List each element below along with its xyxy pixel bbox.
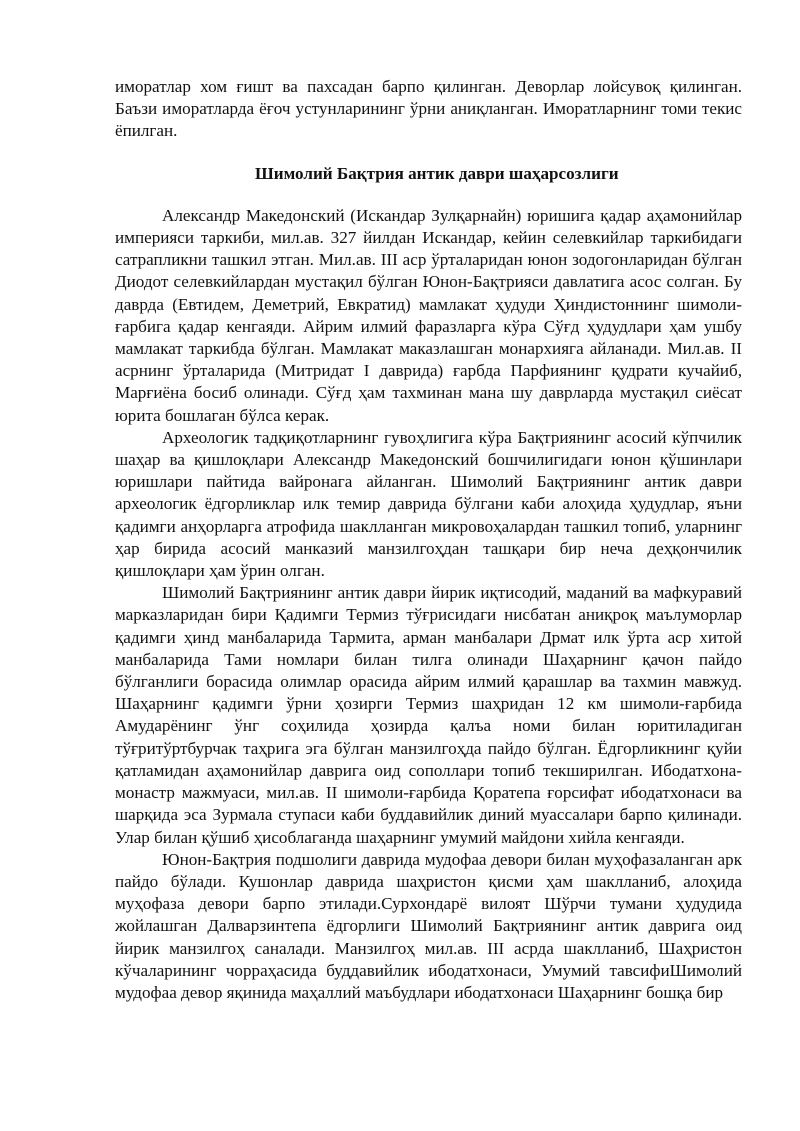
body-paragraph: Александр Македонский (Искандар Зулқарнайн) юришига қадар аҳамонийлар империяси таркиби, мил.ав. 327 йилдан Искандар, кейин селевкийлар таркибидаги сатрапликни ташкил этган. Мил.ав. III аср ўрталаридан юнон зодогонларидан бўлган Диодот селевкийлардан мустақил бўлган Юнон-Бақтрияси давлатига асос солган. Бу даврда (Евтидем, Деметрий, Евкратид) мамлакат ҳудуди Ҳиндистоннинг шимоли-ғарбига қадар кенгаяди. Айрим илмий фаразларга кўра Сўғд ҳудудлари ҳам ушбу мамлакат таркибда бўлган. Мамлакат маказлашган монархияга айланади. Мил.ав. II асрнинг ўрталарида (Митридат I даврида) ғарбда Парфиянинг қудрати кучайиб, Марғиёна босиб олинади. Сўғд ҳам тахминан мана шу даврларда мустақил сиёсат юрита бошлаган бўлса керак. [115,205,742,425]
body-paragraph: Археологик тадқиқотларнинг гувоҳлигига кўра Бақтриянинг асосий кўпчилик шаҳар ва қишлоқлари Александр Македонский бошчилигидаги юнон қўшинлари юришлари пайтида вайронага айланган. Шимолий Бақтриянинг антик даври археологик ёдгорликлар илк темир даврида бўлгани каби алоҳида ҳудудлар, яъни қадимги анҳорларга атрофида шаклланган микровоҳалардан ташкил топиб, уларнинг ҳар бирида асосий манказий манзилгоҳдан ташқари бир неча деҳқончилик қишлоқлари ҳам ўрин олган. [115,427,742,581]
body-paragraph: Юнон-Бақтрия подшолиги даврида мудофаа девори билан муҳофазаланган арк пайдо бўлади. Кушонлар даврида шаҳристон қисми ҳам шаклланиб, алоҳида муҳофаза девори барпо этилади.Сурхондарё вилоят Шўрчи тумани ҳудудида жойлашган Далварзинтепа ёдгорлиги Шимолий Бақтриянинг антик даврига оид йирик манзилгоҳ саналади. Манзилгоҳ мил.ав. III асрда шаклланиб, Шаҳристон кўчаларининг чорраҳасида буддавийлик ибодатхонаси, Умумий тавсифиШимолий мудофаа девор яқинида маҳаллий маъбудлари ибодатхонаси Шаҳарнинг бошқа бир [115,849,742,1002]
body-paragraph: Шимолий Бақтриянинг антик даври йирик иқтисодий, маданий ва мафкуравий марказларидан бири Қадимги Термиз тўғрисидаги нисбатан аниқроқ маълуморлар қадимги ҳинд манбаларида Тармита, арман манбалари Дрмат илк ўрта аср хитой манбаларида Тами номлари билан тилга олинади Шаҳарнинг қачон пайдо бўлганлиги борасида олимлар орасида айрим илмий қарашлар ва тахмин мавжуд. Шаҳарнинг қадимги ўрни ҳозирги Термиз шаҳридан 12 км шимоли-ғарбида Амударёнинг ўнг соҳилида ҳозирда қалъа номи билан юритиладиган тўғритўртбурчак таҳрига эга бўлган манзилгоҳда пайдо бўлган. Ёдгорликнинг қуйи қатламидан аҳамонийлар даврига оид сополлари топиб текширилган. Ибодатхона-монастр мажмуаси, мил.ав. II шимоли-ғарбида Қоратепа ғорсифат ибодатхонаси ва шарқида эса Зурмала ступаси каби буддавийлик диний муассалари барпо қилинади. Улар билан қўшиб ҳисоблаганда шаҳарнинг умумий майдони хийла кенгаяди. [115,583,742,847]
section-title: Шимолий Бақтрия антик даври шаҳарсозлиги [255,163,619,183]
document-page [115,76,742,1004]
intro-paragraph: иморатлар хом ғишт ва пахсадан барпо қилинган. Деворлар лойсувоқ қилинган. Баъзи иморатларда ёғоч устунларининг ўрни аниқланган. Иморатларнинг томи текис ёпилган. [115,77,742,141]
